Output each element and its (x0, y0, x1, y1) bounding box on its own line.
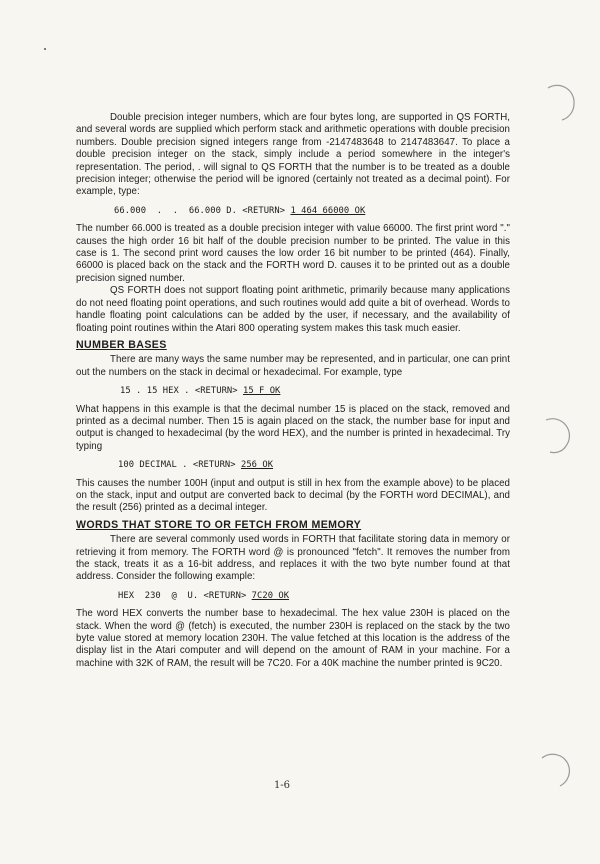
body-text (76, 112, 510, 670)
code-output: 15 F OK (242, 386, 281, 397)
paragraph-hex-explanation: What happens in this example is that the decimal number 15 is placed on the stack, removed and printed as a decimal number. Then 15 is again placed on the stack, the number base for input and output is changed to hexadecimal (by the word HEX), and the number is printed in hexadecimal. Try typing (76, 403, 510, 452)
paragraph-decimal-explanation: This causes the number 100H (input and output is still in hex from the example above) to be placed on the stack, input and output are converted back to decimal (by the FORTH word DECIMAL), and the result (256) printed as a decimal integer. (76, 477, 510, 514)
speck-mark (44, 48, 46, 50)
paragraph-double-explanation: The number 66.000 is treated as a double precision integer with value 66000. The first print word "." causes the high order 16 bit half of the double precision number to be printed. The value in this case is 1. The second print word causes the low order 16 bit number to be printed (464). Finally, 66000 is placed back on the stack and the FORTH word D. causes it to be printed out as a double precision signed number. (76, 223, 510, 284)
heading-number-bases: NUMBER BASES (76, 338, 167, 351)
code-input: 100 DECIMAL . <RETURN> (118, 460, 241, 471)
punch-hole-middle (536, 416, 576, 456)
code-output: 1 464 66000 OK (290, 205, 366, 216)
paragraph-store-fetch: There are several commonly used words in FORTH that facilitate storing data in memory or retrieving it from memory. The FORTH word @ is pronounced "fetch". It removes the number from the stack, treats it as a 16-bit address, and replaces it with the two byte number found at that address. Consider the following example: (76, 534, 510, 583)
paragraph-fetch-explanation: The word HEX converts the number base to hexadecimal. The hex value 230H is placed on the stack. When the word @ (fetch) is executed, the number 230H is replaced on the stack by the two byte value stored at memory location 230H. The value fetched at this location is the address of the display list in the Atari computer and will depend on the amount of RAM in your machine. For a machine with 32K of RAM, the result will be 7C20. For a 40K machine the number printed is 9C20. (76, 608, 510, 669)
heading-store-fetch: WORDS THAT STORE TO OR FETCH FROM MEMORY (76, 518, 362, 531)
code-input: HEX 230 @ U. <RETURN> (118, 590, 252, 601)
page-number: 1-6 (273, 780, 291, 791)
code-input: 66.000 . . 66.000 D. <RETURN> (114, 205, 291, 216)
code-output: 7C20 OK (251, 590, 290, 601)
code-example-hex (76, 385, 510, 397)
paragraph-double-precision: Double precision integer numbers, which are four bytes long, are supported in QS FORTH, and several words are supplied which perform stack and arithmetic operations with double precision numbers. Double precision signed integers range from -2147483648 to 2147483647. To place a double precision integer on the stack, simply include a period somewhere in the integer's representation. The period, . will signal to QS FORTH that the number is to be treated as a double precision integer; otherwise the period will be ignored (certainly not treated as a decimal point). For example, type: (76, 112, 510, 198)
punch-hole-top (540, 84, 580, 124)
paragraph-floating-point: QS FORTH does not support floating point arithmetic, primarily because many applications do not need floating point operations, and such routines would add quite a bit of overhead. Words to handle floating point calculations can be added by the user, if necessary, and the availability of floating point routines within the Atari 800 operating system makes this task much easier. (76, 285, 510, 334)
code-example-fetch (76, 590, 510, 602)
code-example-double (76, 205, 510, 217)
code-example-decimal (76, 459, 510, 471)
punch-hole-bottom (536, 750, 576, 790)
code-input: 15 . 15 HEX . <RETURN> (120, 386, 243, 397)
code-output: 256 OK (240, 460, 274, 471)
paragraph-number-bases: There are many ways the same number may be represented, and in particular, one can print out the numbers on the stack in decimal or hexadecimal. For example, type (76, 354, 510, 378)
